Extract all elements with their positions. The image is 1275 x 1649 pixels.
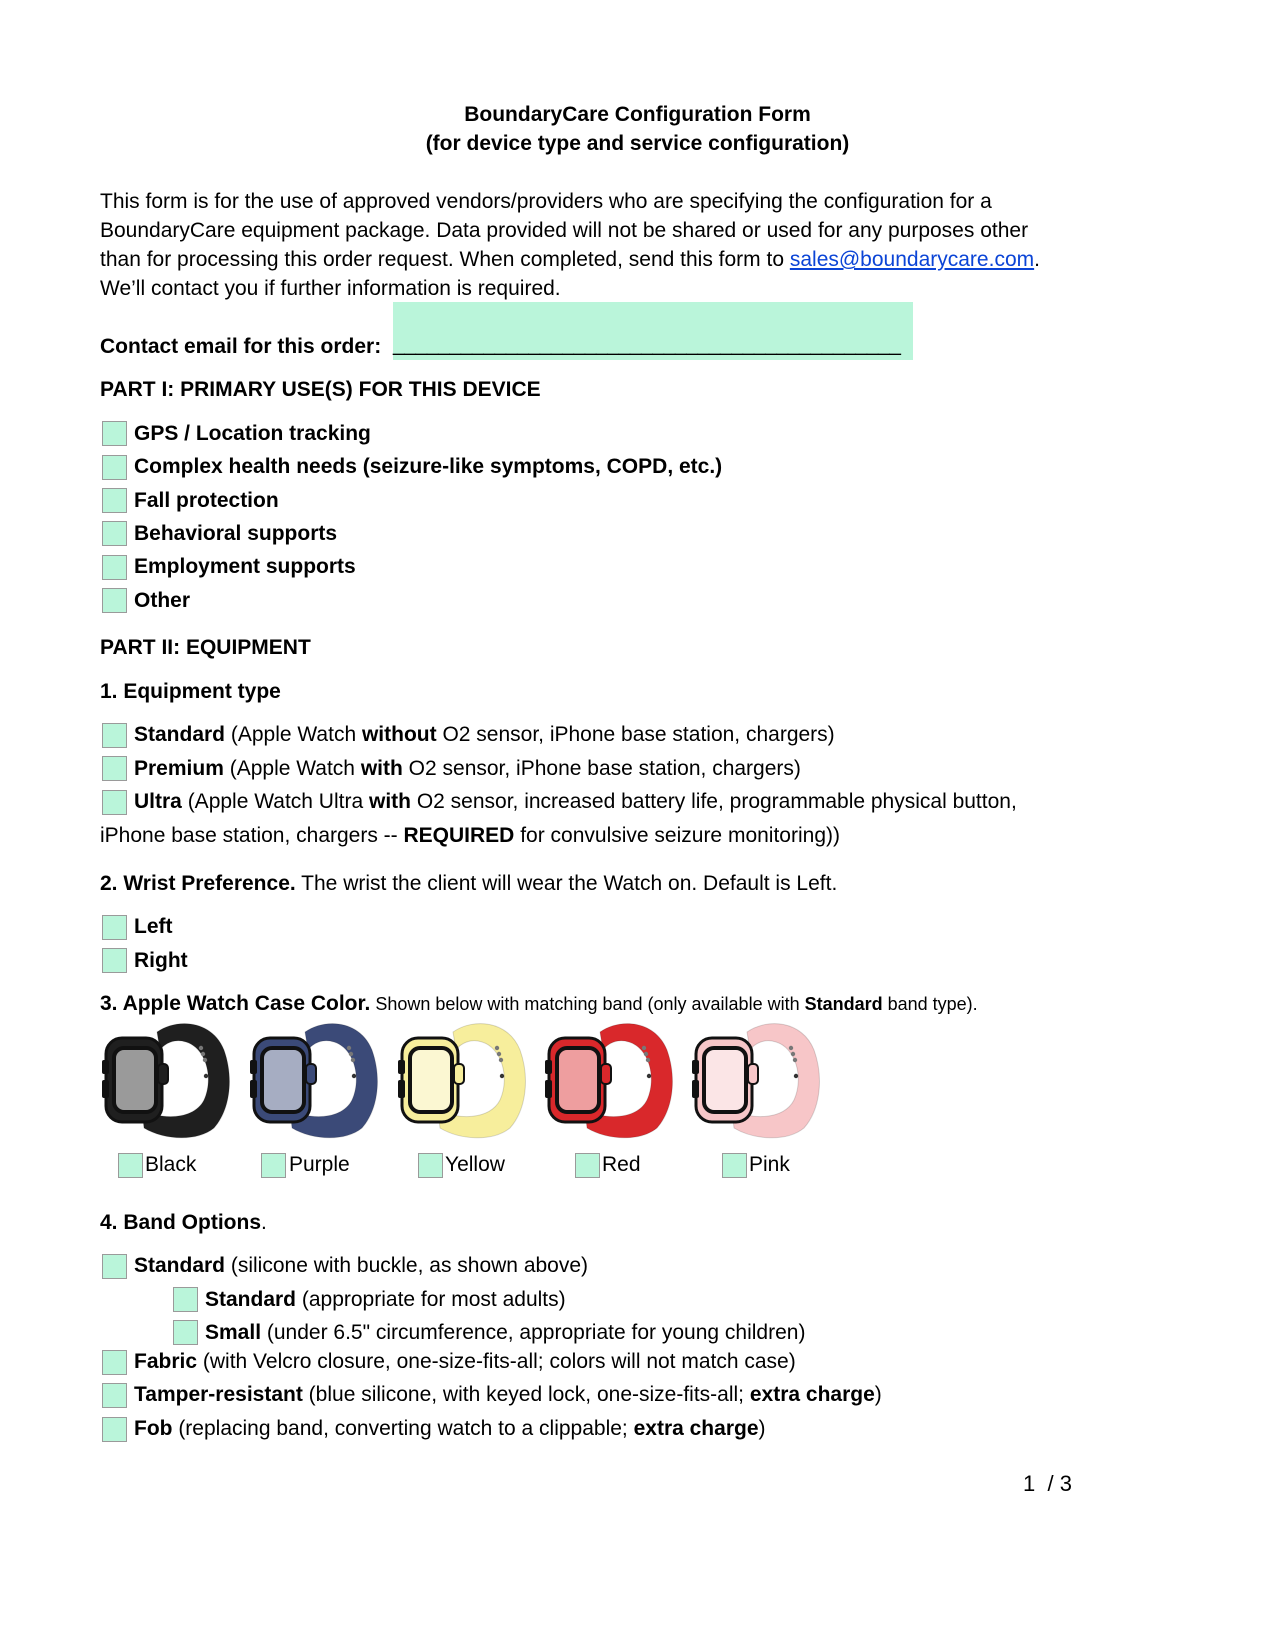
checkbox-band-fabric[interactable] [102, 1350, 127, 1375]
color-label-pink: Pink [749, 1153, 790, 1176]
checkbox-color-purple[interactable] [261, 1153, 286, 1178]
checkbox-fall-protection[interactable] [102, 488, 127, 513]
intro-line-4: We’ll contact you if further information is required. [100, 277, 561, 300]
checkbox-color-red[interactable] [575, 1153, 600, 1178]
equipment-type-heading: 1. Equipment type [100, 680, 281, 703]
band-small-label: Small (under 6.5" circumference, appropriate for young children) [205, 1321, 806, 1344]
form-subtitle: (for device type and service configuration) [425, 132, 850, 155]
option-complex-health-label: Complex health needs (seizure-like symptoms, COPD, etc.) [134, 455, 723, 478]
yellow-watch-image [398, 1020, 528, 1140]
equipment-ultra-label-line-2: iPhone base station, chargers -- REQUIRED for convulsive seizure monitoring)) [100, 824, 840, 847]
checkbox-other[interactable] [102, 588, 127, 613]
case-color-heading: 3. Apple Watch Case Color. Shown below with matching band (only available with Standard band type). [100, 992, 978, 1015]
checkbox-equipment-premium[interactable] [102, 756, 127, 781]
checkbox-band-fob[interactable] [102, 1417, 127, 1442]
checkbox-complex-health[interactable] [102, 455, 127, 480]
band-options-heading: 4. Band Options. [100, 1211, 267, 1234]
intro-line-2: BoundaryCare equipment package. Data provided will not be shared or used for any purposes other [100, 219, 1029, 242]
pink-watch-image [692, 1020, 822, 1140]
wrist-right-label: Right [134, 949, 188, 972]
red-watch-image [545, 1020, 675, 1140]
form-title: BoundaryCare Configuration Form [464, 103, 811, 126]
checkbox-color-black[interactable] [118, 1153, 143, 1178]
equipment-ultra-label: Ultra (Apple Watch Ultra with O2 sensor, increased battery life, programmable physical button, [134, 790, 1017, 813]
equipment-premium-label: Premium (Apple Watch with O2 sensor, iPhone base station, chargers) [134, 757, 801, 780]
intro-line-1: This form is for the use of approved vendors/providers who are specifying the configuration for a [100, 190, 992, 213]
checkbox-wrist-left[interactable] [102, 915, 127, 940]
part2-heading: PART II: EQUIPMENT [100, 636, 311, 659]
intro-line-3 [100, 247, 1040, 273]
checkbox-band-small[interactable] [173, 1320, 198, 1345]
equipment-standard-label: Standard (Apple Watch without O2 sensor, iPhone base station, chargers) [134, 723, 835, 746]
option-employment-label: Employment supports [134, 555, 356, 578]
checkbox-gps[interactable] [102, 421, 127, 446]
page-number: 1 / 3 [1023, 1471, 1072, 1496]
checkbox-color-yellow[interactable] [418, 1153, 443, 1178]
contact-email-label: Contact email for this order: [100, 335, 382, 358]
band-tamper-label: Tamper-resistant (blue silicone, with keyed lock, one-size-fits-all; extra charge) [134, 1383, 882, 1406]
checkbox-band-tamper[interactable] [102, 1383, 127, 1408]
black-watch-image [102, 1020, 232, 1140]
intro-line-3-text: than for processing this order request. When completed, send this form to [100, 248, 790, 271]
intro-line-3-end: . [1034, 248, 1040, 271]
option-behavioral-label: Behavioral supports [134, 522, 338, 545]
option-other-label: Other [134, 589, 191, 612]
checkbox-wrist-right[interactable] [102, 948, 127, 973]
color-label-red: Red [602, 1153, 641, 1176]
band-fabric-label: Fabric (with Velcro closure, one-size-fits-all; colors will not match case) [134, 1350, 796, 1373]
part1-heading: PART I: PRIMARY USE(S) FOR THIS DEVICE [100, 378, 541, 401]
checkbox-equipment-standard[interactable] [102, 723, 127, 748]
checkbox-band-standard[interactable] [102, 1254, 127, 1279]
band-standard-label: Standard (silicone with buckle, as shown above) [134, 1254, 589, 1277]
color-label-black: Black [145, 1153, 197, 1176]
wrist-left-label: Left [134, 915, 173, 938]
purple-watch-image [250, 1020, 380, 1140]
checkbox-employment[interactable] [102, 555, 127, 580]
contact-email-underline: _____________________________________________ [393, 333, 901, 356]
color-label-purple: Purple [289, 1153, 350, 1176]
wrist-preference-heading: 2. Wrist Preference. The wrist the client will wear the Watch on. Default is Left. [100, 872, 838, 895]
option-gps-label: GPS / Location tracking [134, 422, 371, 445]
sales-email-link[interactable]: sales@boundarycare.com [789, 248, 1035, 271]
checkbox-band-standard-adult[interactable] [173, 1287, 198, 1312]
band-fob-label: Fob (replacing band, converting watch to a clippable; extra charge) [134, 1417, 766, 1440]
checkbox-color-pink[interactable] [722, 1153, 747, 1178]
band-standard-adult-label: Standard (appropriate for most adults) [205, 1288, 566, 1311]
checkbox-equipment-ultra[interactable] [102, 790, 127, 815]
checkbox-behavioral[interactable] [102, 521, 127, 546]
option-fall-protection-label: Fall protection [134, 489, 279, 512]
color-label-yellow: Yellow [445, 1153, 505, 1176]
